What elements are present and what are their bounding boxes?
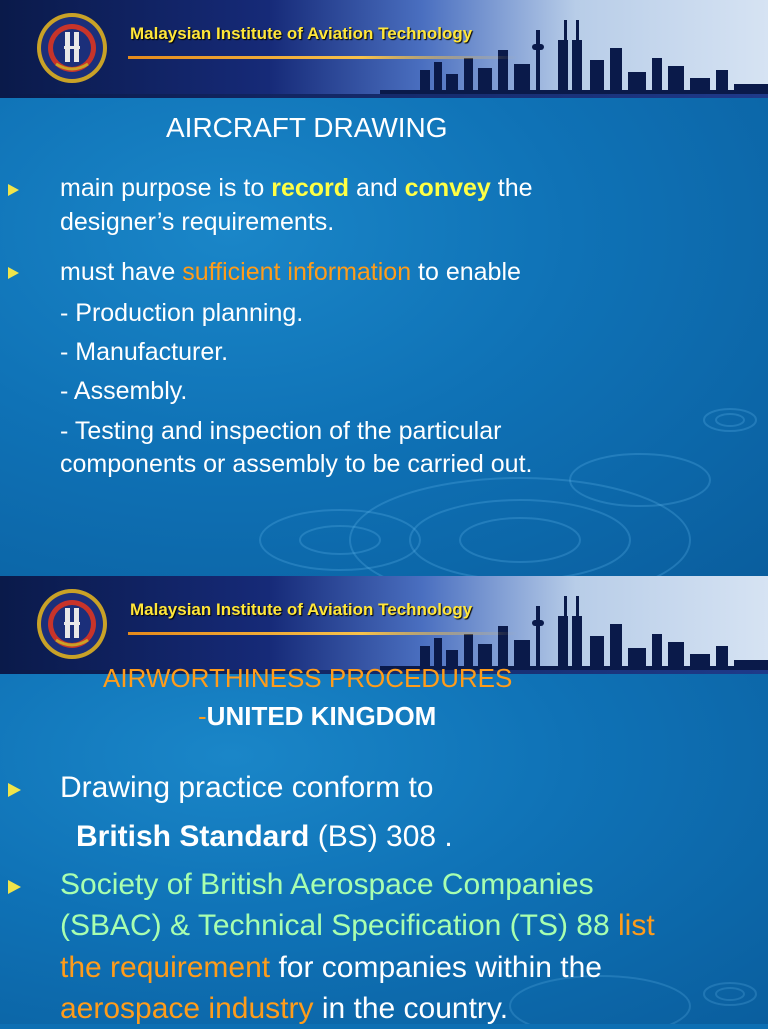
header-banner bbox=[0, 576, 768, 674]
slide-2-bullet-2-line-1: Society of British Aerospace Companies bbox=[60, 868, 594, 901]
bullet-arrow-icon bbox=[8, 783, 21, 797]
highlight-convey: convey bbox=[404, 174, 491, 202]
sub-item: - Production planning. bbox=[60, 299, 304, 327]
slide-2-bullet-2-line-3 bbox=[60, 947, 602, 988]
bullet-arrow-icon bbox=[8, 267, 19, 279]
banner-accent-line bbox=[128, 56, 518, 59]
text-segment: main purpose is to bbox=[60, 174, 272, 202]
bullet-arrow-icon bbox=[8, 184, 19, 196]
text-segment: and bbox=[349, 174, 405, 202]
slide-2-bullet-2-line-2 bbox=[60, 905, 655, 946]
bullet-1-line-2: designer’s requirements. bbox=[60, 208, 335, 236]
text-segment: in the country. bbox=[313, 992, 509, 1025]
slide-2-bullet-1-line-2 bbox=[76, 816, 453, 857]
institute-logo bbox=[36, 12, 108, 84]
city-skyline bbox=[380, 576, 768, 674]
slide-2-bullet-2-line-4 bbox=[60, 988, 508, 1029]
bullet-1-line-1 bbox=[60, 171, 533, 205]
institute-logo bbox=[36, 588, 108, 660]
british-standard-bold: British Standard bbox=[76, 820, 310, 853]
text-segment: (BS) 308 . bbox=[309, 820, 453, 853]
sub-item-continuation: components or assembly to be carried out. bbox=[60, 450, 533, 478]
slide-2-title: AIRWORTHINESS PROCEDURES bbox=[103, 663, 513, 693]
highlight-sufficient-information: sufficient information bbox=[182, 258, 412, 286]
text-segment: (SBAC) & Technical Specification (TS) 88 bbox=[60, 909, 619, 942]
text-segment: to enable bbox=[411, 258, 521, 286]
banner-title: Malaysian Institute of Aviation Technology bbox=[130, 24, 473, 43]
text-segment: the bbox=[490, 174, 533, 202]
slide-2-bullet-1-line-1: Drawing practice conform to bbox=[60, 771, 434, 804]
sub-item: - Manufacturer. bbox=[60, 338, 229, 366]
sub-item: - Testing and inspection of the particular bbox=[60, 417, 502, 445]
bullet-arrow-icon bbox=[8, 880, 21, 894]
banner-accent-line bbox=[128, 632, 518, 635]
city-skyline bbox=[380, 0, 768, 98]
bullet-2-line-1 bbox=[60, 255, 521, 289]
highlight-list: list bbox=[618, 909, 655, 942]
highlight-aerospace-industry: aerospace industry bbox=[60, 992, 314, 1025]
text-segment: for companies within the bbox=[270, 951, 602, 984]
header-banner bbox=[0, 0, 768, 98]
banner-title: Malaysian Institute of Aviation Technology bbox=[130, 600, 473, 619]
subtitle-bold: UNITED KINGDOM bbox=[206, 701, 437, 731]
highlight-record: record bbox=[271, 174, 350, 202]
slide-2-subtitle bbox=[198, 701, 436, 732]
banner-divider bbox=[0, 94, 768, 98]
text-segment: must have bbox=[60, 258, 183, 286]
text-segment: - bbox=[198, 701, 207, 731]
highlight-the-requirement: the requirement bbox=[60, 951, 271, 984]
sub-item: - Assembly. bbox=[60, 377, 188, 405]
slide-title: AIRCRAFT DRAWING bbox=[166, 112, 448, 143]
